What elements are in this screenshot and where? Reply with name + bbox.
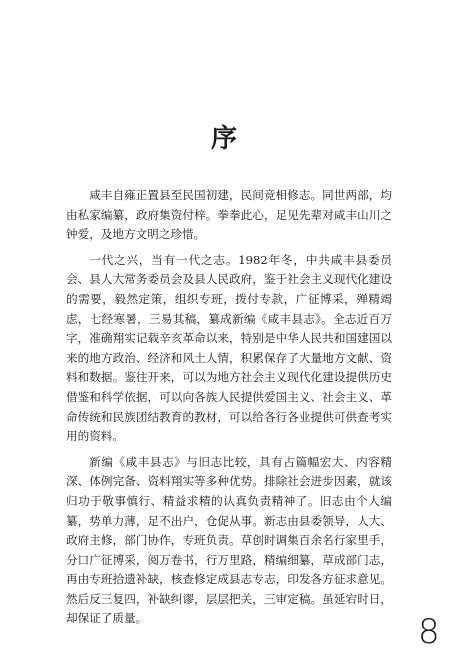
page-title: 序 [210, 124, 239, 154]
paragraph-2: 一代之兴，当有一代之志。1982年冬，中共咸丰县委员会、县人大常务委员会及县人民政府，鉴于社会主义现代化建设的需要，毅然定策，组织专班，拨付专款，广征博采，殚精竭虑，七经寒暑，三易其稿，纂成新编《咸丰县志》。全志近百万字，准确翔实记载辛亥革命以来，特别是中华人民共和国建国以来的地方政治、经济和风土人情，积累保存了大量地方文献、资料和数据。鉴往开来，可以为地方社会主义现代化建设提供历史借鉴和科学依据，可以向各族人民提供爱国主义、社会主义、革命传统和民族团结教育的教材，可以给各行各业提供可供查考实用的资料。 [66, 252, 392, 444]
preface-body [66, 186, 392, 635]
paragraph-3: 新编《咸丰县志》与旧志比较，具有占篇幅宏大、内容精深、体例完备、资料翔实等多种优势。排除社会进步因素，就该归功于敬事慎行、精益求精的认真负责精神了。旧志由个人编纂，势单力薄，足不出户，仓促从事。新志由县委领导，人大、政府主修，部门协作，专班负责。草创时调集百余名行家里手，分口广征博采，阅万卷书，行万里路，精编细纂，草成部门志，再由专班拾遗补缺，核查修定成县志专志，印发各方征求意见。然后反三复四，补缺纠谬，层层把关，三审定稿。虽延宕时日，却保证了质量。 [66, 454, 392, 626]
page-number: 8 [418, 612, 440, 652]
paragraph-1: 咸丰自雍正置县至民国初建，民间竞相修志。同世两部，均由私家编纂，政府集资付梓。拳拳此心，足见先辈对咸丰山川之钟爱，及地方文明之珍惜。 [66, 188, 392, 242]
